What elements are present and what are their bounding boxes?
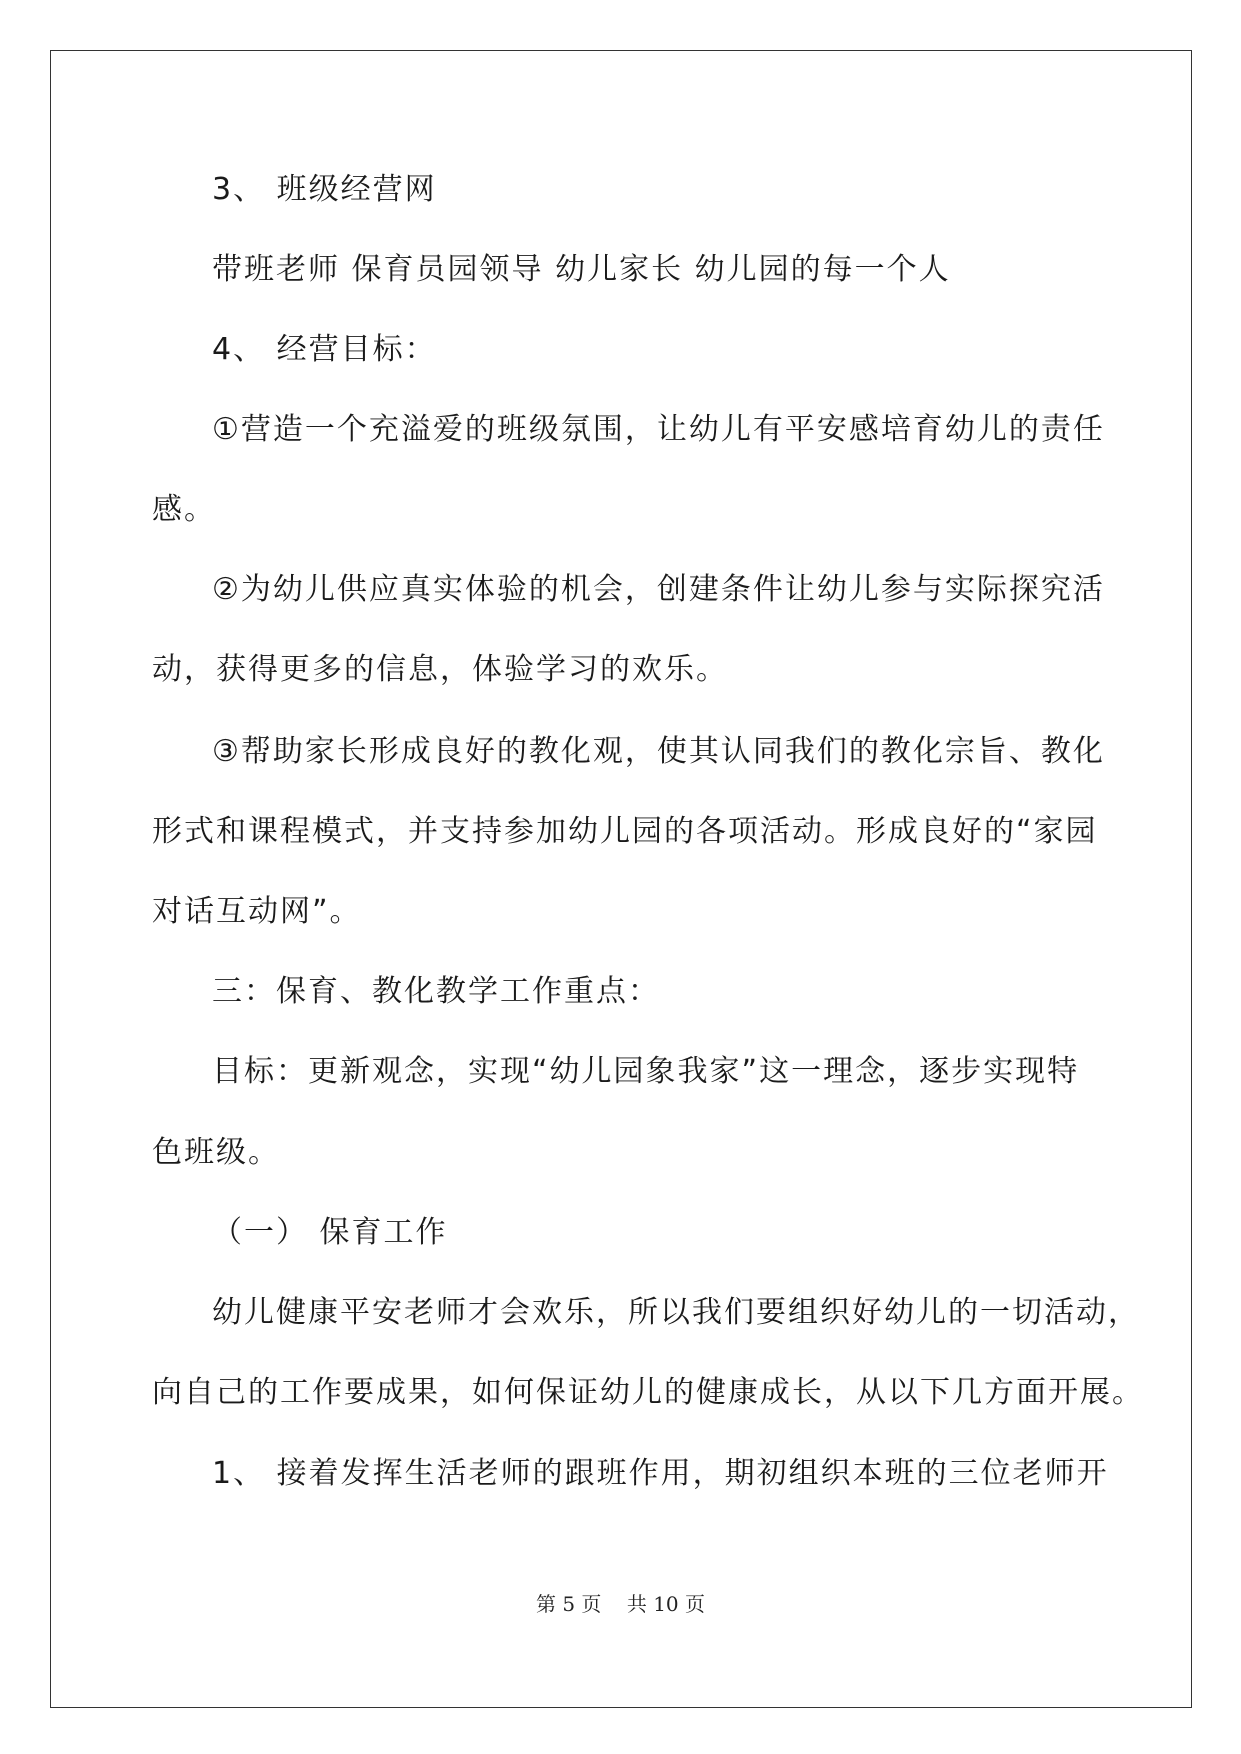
text-line: 3、 班级经营网 [212, 172, 437, 207]
text-line: 形式和课程模式，并支持参加幼儿园的各项活动。形成良好的“家园 [152, 814, 1098, 849]
text-line: 对话互动网”。 [152, 894, 362, 929]
text-line: 感。 [152, 492, 216, 527]
section-heading: （一） 保育工作 [212, 1215, 448, 1250]
page-number: 第 5 页 共 10 页 [535, 1592, 706, 1616]
text-line: ②为幼儿供应真实体验的机会，创建条件让幼儿参与实际探究活 [212, 572, 1105, 607]
text-line: 动，获得更多的信息，体验学习的欢乐。 [152, 652, 728, 687]
text-line: 幼儿健康平安老师才会欢乐，所以我们要组织好幼儿的一切活动， [212, 1295, 1140, 1330]
text-line: 向自己的工作要成果，如何保证幼儿的健康成长，从以下几方面开展。 [152, 1375, 1144, 1410]
text-line: ③帮助家长形成良好的教化观，使其认同我们的教化宗旨、教化 [212, 734, 1105, 769]
text-line: 1、 接着发挥生活老师的跟班作用，期初组织本班的三位老师开 [212, 1456, 1109, 1491]
text-line: 带班老师 保育员园领导 幼儿家长 幼儿园的每一个人 [212, 252, 951, 287]
text-line: 色班级。 [152, 1135, 280, 1170]
page-footer [0, 1590, 1241, 1618]
text-line: ①营造一个充溢爱的班级氛围，让幼儿有平安感培育幼儿的责任 [212, 412, 1105, 447]
text-line: 三：保育、教化教学工作重点： [212, 974, 660, 1009]
text-line: 4、 经营目标： [212, 332, 437, 367]
text-line: 目标：更新观念，实现“幼儿园象我家”这一理念，逐步实现特 [212, 1054, 1080, 1089]
